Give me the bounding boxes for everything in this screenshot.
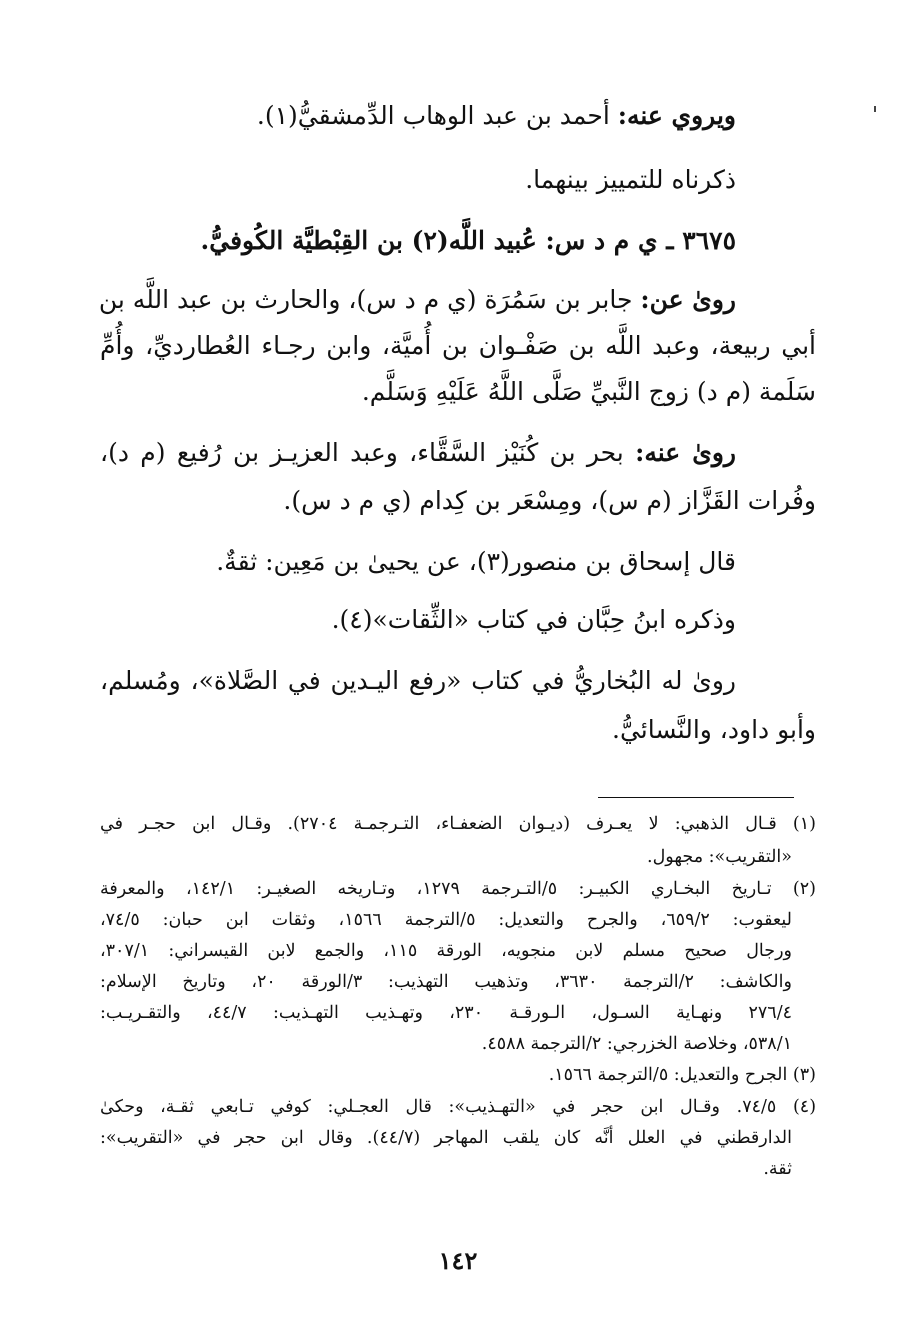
narrated-by-line-1 [100, 438, 736, 468]
narrator-from-line [257, 101, 736, 131]
narrated-from-line-2: أبي ربيعة، وعبد اللَّه بن صَفْـوان بن أُميَّة، وابن رجـاء العُطارديِّ، وأُمِّ [100, 331, 816, 360]
narrator-from-label: ويروي عنه: [617, 101, 736, 130]
narrated-by-label: روىٰ عنه: [635, 438, 736, 467]
narrated-by-text-1: بحر بن كُنَيْز السَّقَّاء، وعبد العزيـز بن رُفيع (م د)، [100, 438, 636, 467]
footnote-2-line-2: ليعقوب: ٦٥٩/٢، والجرح والتعديل: ٥/الترجمة ١٥٦٦، وثقات ابن حبان: ٧٤/٥، [100, 910, 792, 930]
footnote-1-line-2: «التقريب»: مجهول. [647, 847, 792, 867]
footnote-3: (٣) الجرح والتعديل: ٥/الترجمة ١٥٦٦. [548, 1065, 816, 1085]
footnote-divider [598, 797, 794, 798]
footnote-2-line-3: ورجال صحيح مسلم لابن منجويه، الورقة ١١٥، والجمع لابن القيسراني: ٣٠٧/١، [100, 941, 792, 961]
footnote-4-line-2: الدارقطني في العلل أنَّه كان يلقب المهاجر (٤٤/٧). وقال ابن حجر في «التقريب»: [100, 1128, 792, 1148]
ishaq-quote: قال إسحاق بن منصور(٣)، عن يحيىٰ بن مَعِين: ثقةٌ. [216, 547, 736, 576]
entry-heading: ٣٦٧٥ ـ ي م د س: عُبيد اللَّه(٢) بن القِبْطيَّة الكُوفيُّ. [200, 226, 736, 255]
footnote-2-line-6: ٥٣٨/١، وخلاصة الخزرجي: ٢/الترجمة ٤٥٨٨. [481, 1034, 792, 1054]
footnote-4-line-1: (٤) ٧٤/٥. وقـال ابن حجر في «التهـذيب»: قال العجـلي: كوفي تـابعي ثقـة، وحكىٰ [100, 1097, 817, 1117]
footnote-2-line-1: (٢) تـاريخ البخـاري الكبيـر: ٥/التـرجمة ١٢٧٩، وتـاريخه الصغيـر: ١٤٢/١، والمعرفة [100, 879, 816, 899]
page-number: ١٤٢ [438, 1246, 478, 1275]
narrated-from-line-1 [100, 285, 736, 315]
footnote-2-line-4: والكاشف: ٢/الترجمة ٣٦٣٠، وتذهيب التهذيب: ٣/الورقة ٢٠، وتاريخ الإسلام: [100, 972, 792, 992]
ibn-hibban-note: وذكره ابنُ حِبَّان في كتاب «الثِّقات»(٤). [331, 605, 736, 634]
narrator-from-text: أحمد بن عبد الوهاب الدِّمشقيُّ(١). [256, 101, 618, 130]
narrated-from-label: روىٰ عن: [640, 285, 736, 314]
narrated-for-line-1: روىٰ له البُخاريُّ في كتاب «رفع اليـدين في الصَّلاة»، ومُسلم، [100, 666, 736, 695]
footnote-1-line-1: (١) قـال الذهبي: لا يعـرف (ديـوان الضعفـاء، التـرجمـة ٢٧٠٤). وقـال ابن حجـر في [100, 814, 816, 834]
footnote-4-line-3: ثقة. [763, 1159, 792, 1179]
scan-mark [874, 106, 876, 112]
footnote-2-line-5: ٢٧٦/٤ ونهـاية السـول، الـورقـة ٢٣٠، وتهـذيب التهـذيب: ٤٤/٧، والتقـريـب: [100, 1003, 792, 1023]
narrated-for-line-2: وأبو داود، والنَّسائيُّ. [612, 715, 816, 744]
distinction-note: ذكرناه للتمييز بينهما. [525, 165, 736, 194]
narrated-from-line-3: سَلَمة (م د) زوج النَّبيِّ صَلَّى اللَّهُ عَلَيْهِ وَسَلَّم. [361, 377, 816, 406]
narrated-by-line-2: وفُرات القَزَّاز (م س)، ومِسْعَر بن كِدام (ي م د س). [283, 486, 816, 515]
narrated-from-text-1: جابر بن سَمُرَة (ي م د س)، والحارث بن عبد اللَّه بن [98, 285, 641, 314]
